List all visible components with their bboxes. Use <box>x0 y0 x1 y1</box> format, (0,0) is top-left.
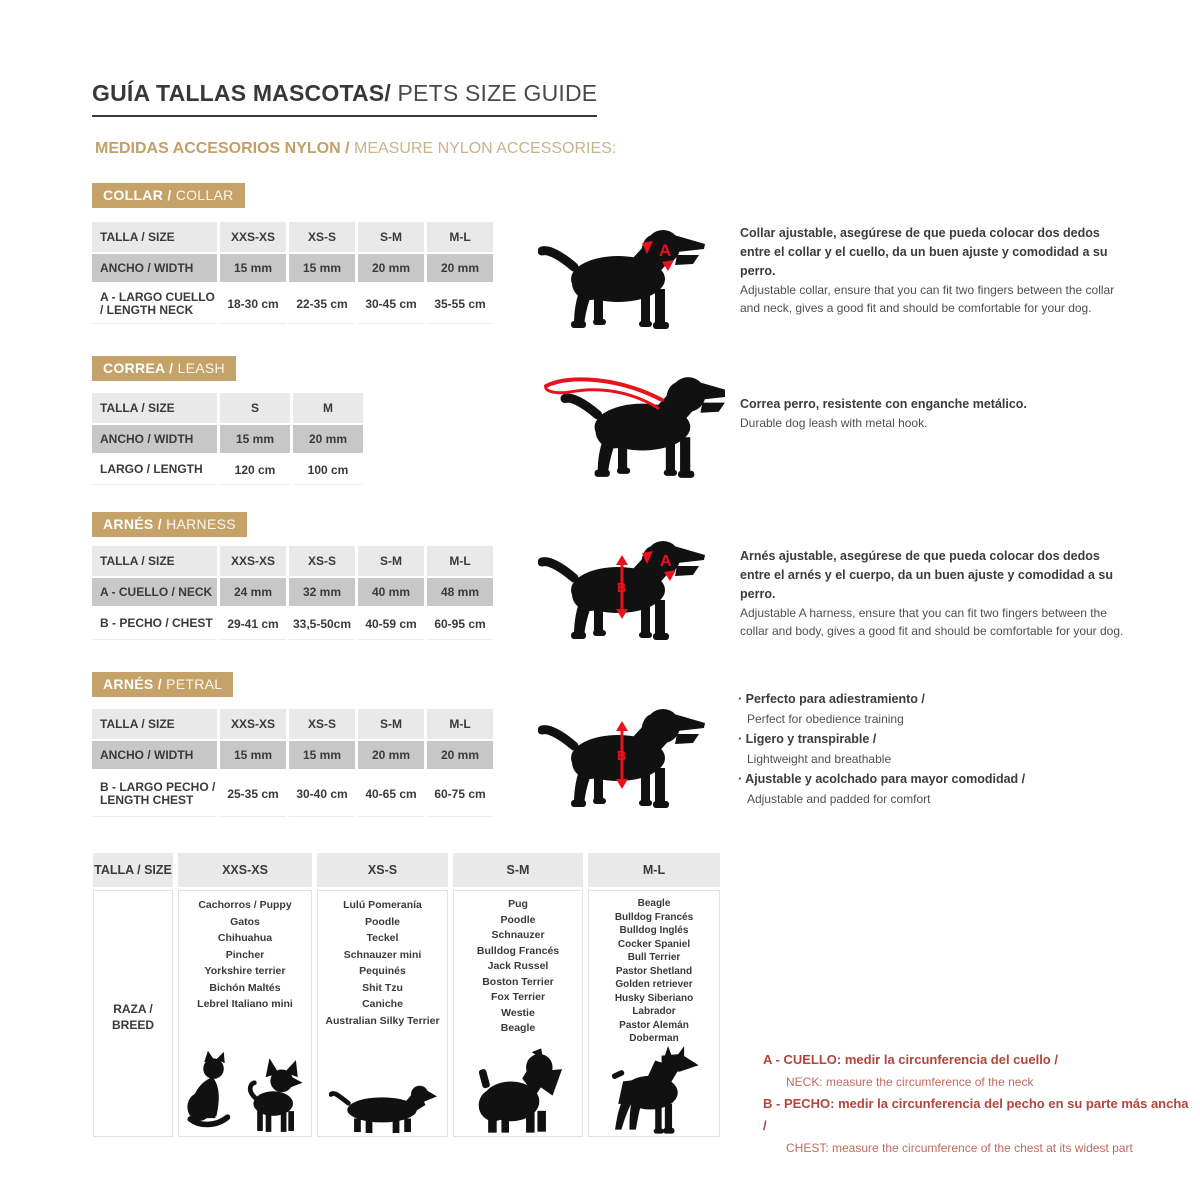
leash-table <box>92 393 363 485</box>
doberman-icon <box>603 1046 705 1136</box>
leash-badge-en: LEASH <box>173 360 225 376</box>
breed-header-sm: S-M <box>453 853 583 887</box>
page-title-es: GUÍA TALLAS MASCOTAS/ <box>92 80 391 106</box>
breed-cell-xs <box>317 890 448 1137</box>
collar-neck-xs: 22-35 cm <box>289 284 355 324</box>
harness-neck-ml: 48 mm <box>427 578 493 606</box>
dachshund-icon <box>329 1078 437 1134</box>
harness-chest-ml: 60-95 cm <box>427 608 493 640</box>
breed-cell-xxs <box>178 890 312 1137</box>
breed-header-xs: XS-S <box>317 853 448 887</box>
collar-width-ml: 20 mm <box>427 254 493 282</box>
dog-silhouette-leash-icon <box>540 366 725 480</box>
petral-bullet-2-en: Lightweight and breathable <box>747 752 892 766</box>
breed-name: Golden retriever <box>615 979 693 990</box>
breed-name: Beagle <box>500 1022 536 1034</box>
harness-desc-es: Arnés ajustable, asegúrese de que pueda colocar dos dedos entre el arnés y el cuerpo, da un buen ajuste y comodidad a su perro. <box>740 549 1114 601</box>
collar-dog-illustration <box>538 221 708 333</box>
breed-name: Husky Siberiano <box>614 992 694 1004</box>
petral-bullet-2-es: · Ligero y transpirable / <box>738 729 1138 749</box>
collar-table <box>92 222 493 324</box>
note-neck-en: NECK: measure the circumference of the neck <box>786 1075 1034 1089</box>
breed-row-label-cell <box>93 890 173 1137</box>
breed-name: Poodle <box>500 913 536 926</box>
leash-header-size: TALLA / SIZE <box>92 393 217 423</box>
petral-header-xs: XS-S <box>289 709 355 739</box>
schnauzer-icon <box>473 1046 563 1134</box>
breed-name: Gatos <box>230 915 260 928</box>
breed-icons-xxs <box>179 1050 311 1136</box>
dog-silhouette-harness-icon <box>538 529 708 643</box>
collar-width-xxs: 15 mm <box>220 254 286 282</box>
breed-name: Doberman <box>629 1033 679 1044</box>
leash-length-s: 120 cm <box>220 455 290 485</box>
breed-header-ml: M-L <box>588 853 720 887</box>
collar-badge-en: COLLAR <box>171 187 234 203</box>
breed-name: Poodle <box>364 915 400 928</box>
collar-width-label: ANCHO / WIDTH <box>92 254 217 282</box>
breed-size-table <box>93 853 720 1137</box>
harness-header-xxs: XXS-XS <box>220 546 286 576</box>
leash-header-m: M <box>293 393 363 423</box>
petral-table <box>92 709 493 817</box>
leash-width-s: 15 mm <box>220 425 290 453</box>
breed-name: Bull Terrier <box>627 952 681 963</box>
collar-header-sm: S-M <box>358 222 424 252</box>
petral-header-ml: M-L <box>427 709 493 739</box>
leash-desc-en: Durable dog leash with metal hook. <box>740 416 928 430</box>
breed-icons-ml <box>603 1046 705 1138</box>
breed-name: Pastor Alemán <box>619 1019 689 1031</box>
harness-desc-en: Adjustable A harness, ensure that you can fit two fingers between the collar and body, gives a good fit and should be comfortable for your dog. <box>740 606 1124 638</box>
leash-length-label: LARGO / LENGTH <box>92 455 217 485</box>
harness-neck-sm: 40 mm <box>358 578 424 606</box>
petral-width-xs: 15 mm <box>289 741 355 769</box>
petral-features <box>738 689 1138 809</box>
breed-name: Pincher <box>225 948 265 961</box>
breed-name: Schnauzer <box>491 929 545 941</box>
measuring-notes <box>763 1049 1195 1159</box>
breed-name: Caniche <box>362 998 403 1010</box>
petral-chest-xxs: 25-35 cm <box>220 771 286 817</box>
breed-list-sm <box>477 897 559 1037</box>
petral-badge-en: PETRAL <box>161 676 223 692</box>
harness-badge-en: HARNESS <box>161 516 236 532</box>
harness-chest-label: B - PECHO / CHEST <box>92 608 217 640</box>
petral-chest-sm: 40-65 cm <box>358 771 424 817</box>
harness-header-size: TALLA / SIZE <box>92 546 217 576</box>
petral-badge <box>92 672 233 697</box>
harness-neck-label: A - CUELLO / NECK <box>92 578 217 606</box>
breed-header-size: TALLA / SIZE <box>93 853 173 887</box>
petral-header-size: TALLA / SIZE <box>92 709 217 739</box>
breed-name: Pug <box>508 898 528 910</box>
petral-header-xxs: XXS-XS <box>220 709 286 739</box>
breed-name: Schnauzer mini <box>343 948 422 961</box>
leash-dog-illustration <box>540 366 725 480</box>
note-chest-es: B - PECHO: medir la circunferencia del pecho en su parte más ancha / <box>763 1096 1189 1133</box>
petral-badge-es: ARNÉS / <box>103 676 162 692</box>
breed-name: Lulú Pomeranía <box>343 899 422 911</box>
collar-neck-ml: 35-55 cm <box>427 284 493 324</box>
breed-list-xxs <box>197 897 293 1013</box>
petral-bullet-3-en: Adjustable and padded for comfort <box>747 792 931 806</box>
breed-name: Cocker Spaniel <box>617 938 691 950</box>
breed-name: Labrador <box>632 1006 676 1017</box>
petral-bullet-1-es: · Perfecto para adiestramiento / <box>738 689 1138 709</box>
collar-badge <box>92 183 245 208</box>
page-title <box>92 80 597 117</box>
breed-row-label: RAZA / BREED <box>111 1001 154 1032</box>
petral-width-xxs: 15 mm <box>220 741 286 769</box>
collar-width-xs: 15 mm <box>289 254 355 282</box>
breed-name: Shit Tzu <box>362 981 403 994</box>
leash-badge-es: CORREA / <box>103 360 174 376</box>
collar-header-xxs: XXS-XS <box>220 222 286 252</box>
cat-icon <box>179 1050 235 1134</box>
petral-header-sm: S-M <box>358 709 424 739</box>
breed-list-ml <box>615 897 693 1046</box>
harness-dog-illustration <box>538 529 708 643</box>
collar-header-xs: XS-S <box>289 222 355 252</box>
petral-width-sm: 20 mm <box>358 741 424 769</box>
collar-header-ml: M-L <box>427 222 493 252</box>
harness-neck-xxs: 24 mm <box>220 578 286 606</box>
breed-list-xs <box>325 897 439 1029</box>
collar-width-sm: 20 mm <box>358 254 424 282</box>
collar-neck-label: A - LARGO CUELLO / LENGTH NECK <box>92 284 217 324</box>
breed-name: Westie <box>501 1006 535 1019</box>
harness-badge <box>92 512 247 537</box>
petral-width-ml: 20 mm <box>427 741 493 769</box>
breed-cell-ml <box>588 890 720 1137</box>
collar-neck-xxs: 18-30 cm <box>220 284 286 324</box>
collar-header-size: TALLA / SIZE <box>92 222 217 252</box>
dog-silhouette-petral-icon <box>538 697 708 811</box>
chihuahua-icon <box>243 1058 311 1134</box>
collar-desc-es: Collar ajustable, asegúrese de que pueda colocar dos dedos entre el collar y el cuello, da un buen ajuste y comodidad a su perro. <box>740 226 1108 278</box>
harness-description <box>740 547 1132 640</box>
breed-name: Bulldog Inglés <box>619 925 689 936</box>
leash-desc-es: Correa perro, resistente con enganche metálico. <box>740 397 1027 411</box>
petral-measure-letter-b: B <box>617 748 627 763</box>
petral-dog-illustration <box>538 697 708 811</box>
breed-name: Pequinés <box>359 965 406 977</box>
note-neck-es: A - CUELLO: medir la circunferencia del cuello / <box>763 1052 1058 1067</box>
breed-name: Chihuahua <box>217 932 273 944</box>
collar-description <box>740 224 1132 317</box>
leash-description <box>740 395 1132 432</box>
harness-measure-letter-a: A <box>660 553 672 570</box>
page-subtitle-en: MEASURE NYLON ACCESSORIES: <box>349 140 617 157</box>
petral-chest-ml: 60-75 cm <box>427 771 493 817</box>
harness-chest-xxs: 29-41 cm <box>220 608 286 640</box>
collar-neck-sm: 30-45 cm <box>358 284 424 324</box>
breed-name: Fox Terrier <box>490 991 546 1003</box>
page-title-en: PETS SIZE GUIDE <box>390 80 598 106</box>
leash-badge <box>92 356 236 381</box>
petral-chest-label: B - LARGO PECHO / LENGTH CHEST <box>92 771 217 817</box>
breed-name: Yorkshire terrier <box>204 965 286 977</box>
breed-name: Bulldog Francés <box>614 911 694 923</box>
harness-chest-xs: 33,5-50cm <box>289 608 355 640</box>
petral-chest-xs: 30-40 cm <box>289 771 355 817</box>
breed-icons-sm <box>473 1046 563 1136</box>
leash-header-s: S <box>220 393 290 423</box>
breed-name: Pastor Shetland <box>615 965 693 977</box>
petral-width-label: ANCHO / WIDTH <box>92 741 217 769</box>
breed-name: Beagle <box>637 898 671 909</box>
harness-chest-sm: 40-59 cm <box>358 608 424 640</box>
harness-header-sm: S-M <box>358 546 424 576</box>
dog-silhouette-collar-icon <box>538 221 708 333</box>
breed-name: Cachorros / Puppy <box>198 899 292 911</box>
page-subtitle <box>95 140 616 158</box>
harness-header-xs: XS-S <box>289 546 355 576</box>
harness-header-ml: M-L <box>427 546 493 576</box>
breed-name: Bulldog Francés <box>476 944 560 957</box>
breed-name: Teckel <box>366 932 399 944</box>
breed-icons-xs <box>329 1078 437 1136</box>
breed-name: Lebrel Italiano mini <box>197 998 293 1010</box>
petral-bullet-3-es: · Ajustable y acolchado para mayor comodidad / <box>738 769 1138 789</box>
breed-name: Boston Terrier <box>482 975 554 988</box>
harness-measure-letter-b: B <box>617 580 627 595</box>
harness-table <box>92 546 493 640</box>
page-subtitle-es: MEDIDAS ACCESORIOS NYLON / <box>95 140 350 157</box>
harness-badge-es: ARNÉS / <box>103 516 162 532</box>
leash-width-m: 20 mm <box>293 425 363 453</box>
collar-badge-es: COLLAR / <box>103 187 172 203</box>
breed-name: Bichón Maltés <box>209 981 281 994</box>
breed-name: Jack Russel <box>487 960 549 972</box>
breed-name: Australian Silky Terrier <box>325 1014 440 1027</box>
petral-bullet-1-en: Perfect for obedience training <box>747 712 904 726</box>
collar-measure-letter-a: A <box>659 241 672 260</box>
note-chest-en: CHEST: measure the circumference of the chest at its widest part <box>786 1141 1133 1155</box>
leash-length-m: 100 cm <box>293 455 363 485</box>
harness-neck-xs: 32 mm <box>289 578 355 606</box>
breed-header-xxs: XXS-XS <box>178 853 312 887</box>
collar-desc-en: Adjustable collar, ensure that you can fit two fingers between the collar and neck, gives a good fit and should be comfortable for your dog. <box>740 283 1115 315</box>
breed-cell-sm <box>453 890 583 1137</box>
leash-width-label: ANCHO / WIDTH <box>92 425 217 453</box>
